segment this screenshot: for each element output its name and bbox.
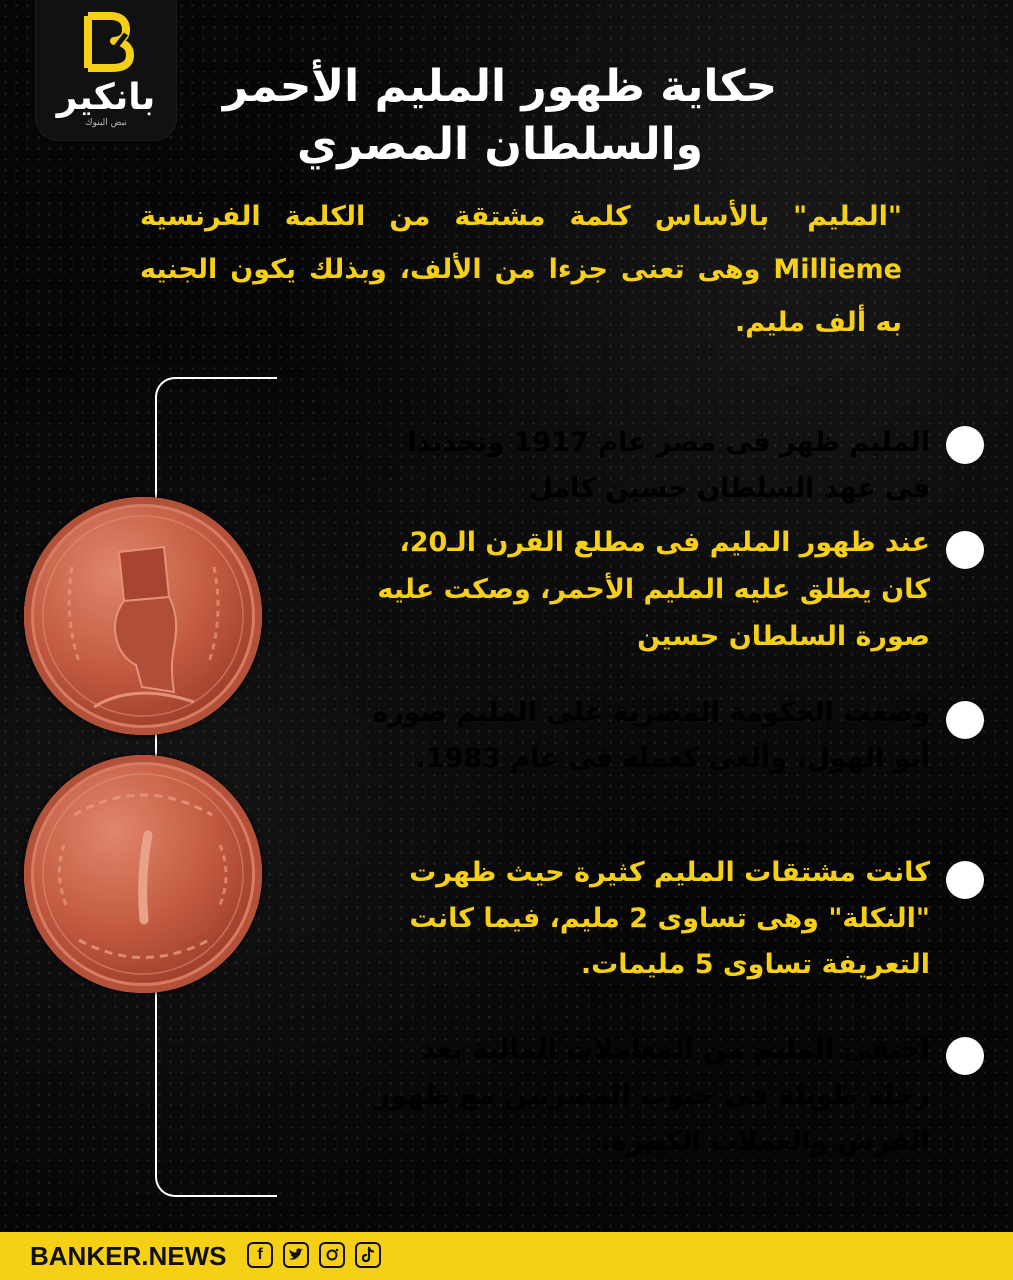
coin-reverse-image	[24, 755, 262, 993]
bullet-dot-1	[946, 426, 984, 464]
page-title: حكاية ظهور المليم الأحمر والسلطان المصري	[222, 61, 778, 170]
bullet-dot-3	[946, 701, 984, 739]
website-link[interactable]: BANKER.NEWS	[30, 1241, 227, 1271]
tiktok-icon[interactable]	[355, 1242, 381, 1268]
instagram-icon[interactable]	[319, 1242, 345, 1268]
bullet-dot-4	[946, 861, 984, 899]
footer-bar	[0, 1232, 1013, 1280]
logo-tagline: نبض البنوك	[85, 118, 127, 128]
list-item-3: وضعت الحكومة المصرية على المليم صورة أبو الهول، وألغى كعملة فى عام 1983.	[372, 697, 930, 774]
one-millieme-icon	[24, 755, 262, 993]
king-portrait-icon	[24, 497, 262, 735]
twitter-icon[interactable]	[283, 1242, 309, 1268]
list-item-2: عند ظهور المليم فى مطلع القرن الـ20، كان يطلق عليه المليم الأحمر، وصكت عليه صورة السلطان حسين	[377, 527, 930, 652]
list-item-1: المليم ظهر فى مصر عام 1917 وتحديدا فى عهد السلطان حسين كامل	[407, 427, 930, 504]
list-item-4: كانت مشتقات المليم كثيرة حيث ظهرت "النكلة" وهى تساوى 2 مليم، فيما كانت التعريفة تساوى 5 مليمات.	[409, 857, 930, 980]
intro-paragraph: "المليم" بالأساس كلمة مشتقة من الكلمة الفرنسية Millieme وهى تعنى جزءا من الألف، وبذلك يكون الجنيه به ألف مليم.	[140, 201, 902, 338]
banker-logo-icon	[76, 10, 140, 74]
facebook-icon[interactable]: f	[247, 1242, 273, 1268]
logo-word: بانكير	[56, 77, 156, 118]
coin-obverse-image	[24, 497, 262, 735]
bullet-dot-2	[946, 531, 984, 569]
brand-logo[interactable]	[36, 0, 176, 140]
list-item-5: اختفى المليم من المعاملات المالية بعد رحلة طويلة فى جيوب المصريين مع ظهور القرش والعملات الكبيرة.	[374, 1034, 930, 1157]
bullet-dot-5	[946, 1037, 984, 1075]
